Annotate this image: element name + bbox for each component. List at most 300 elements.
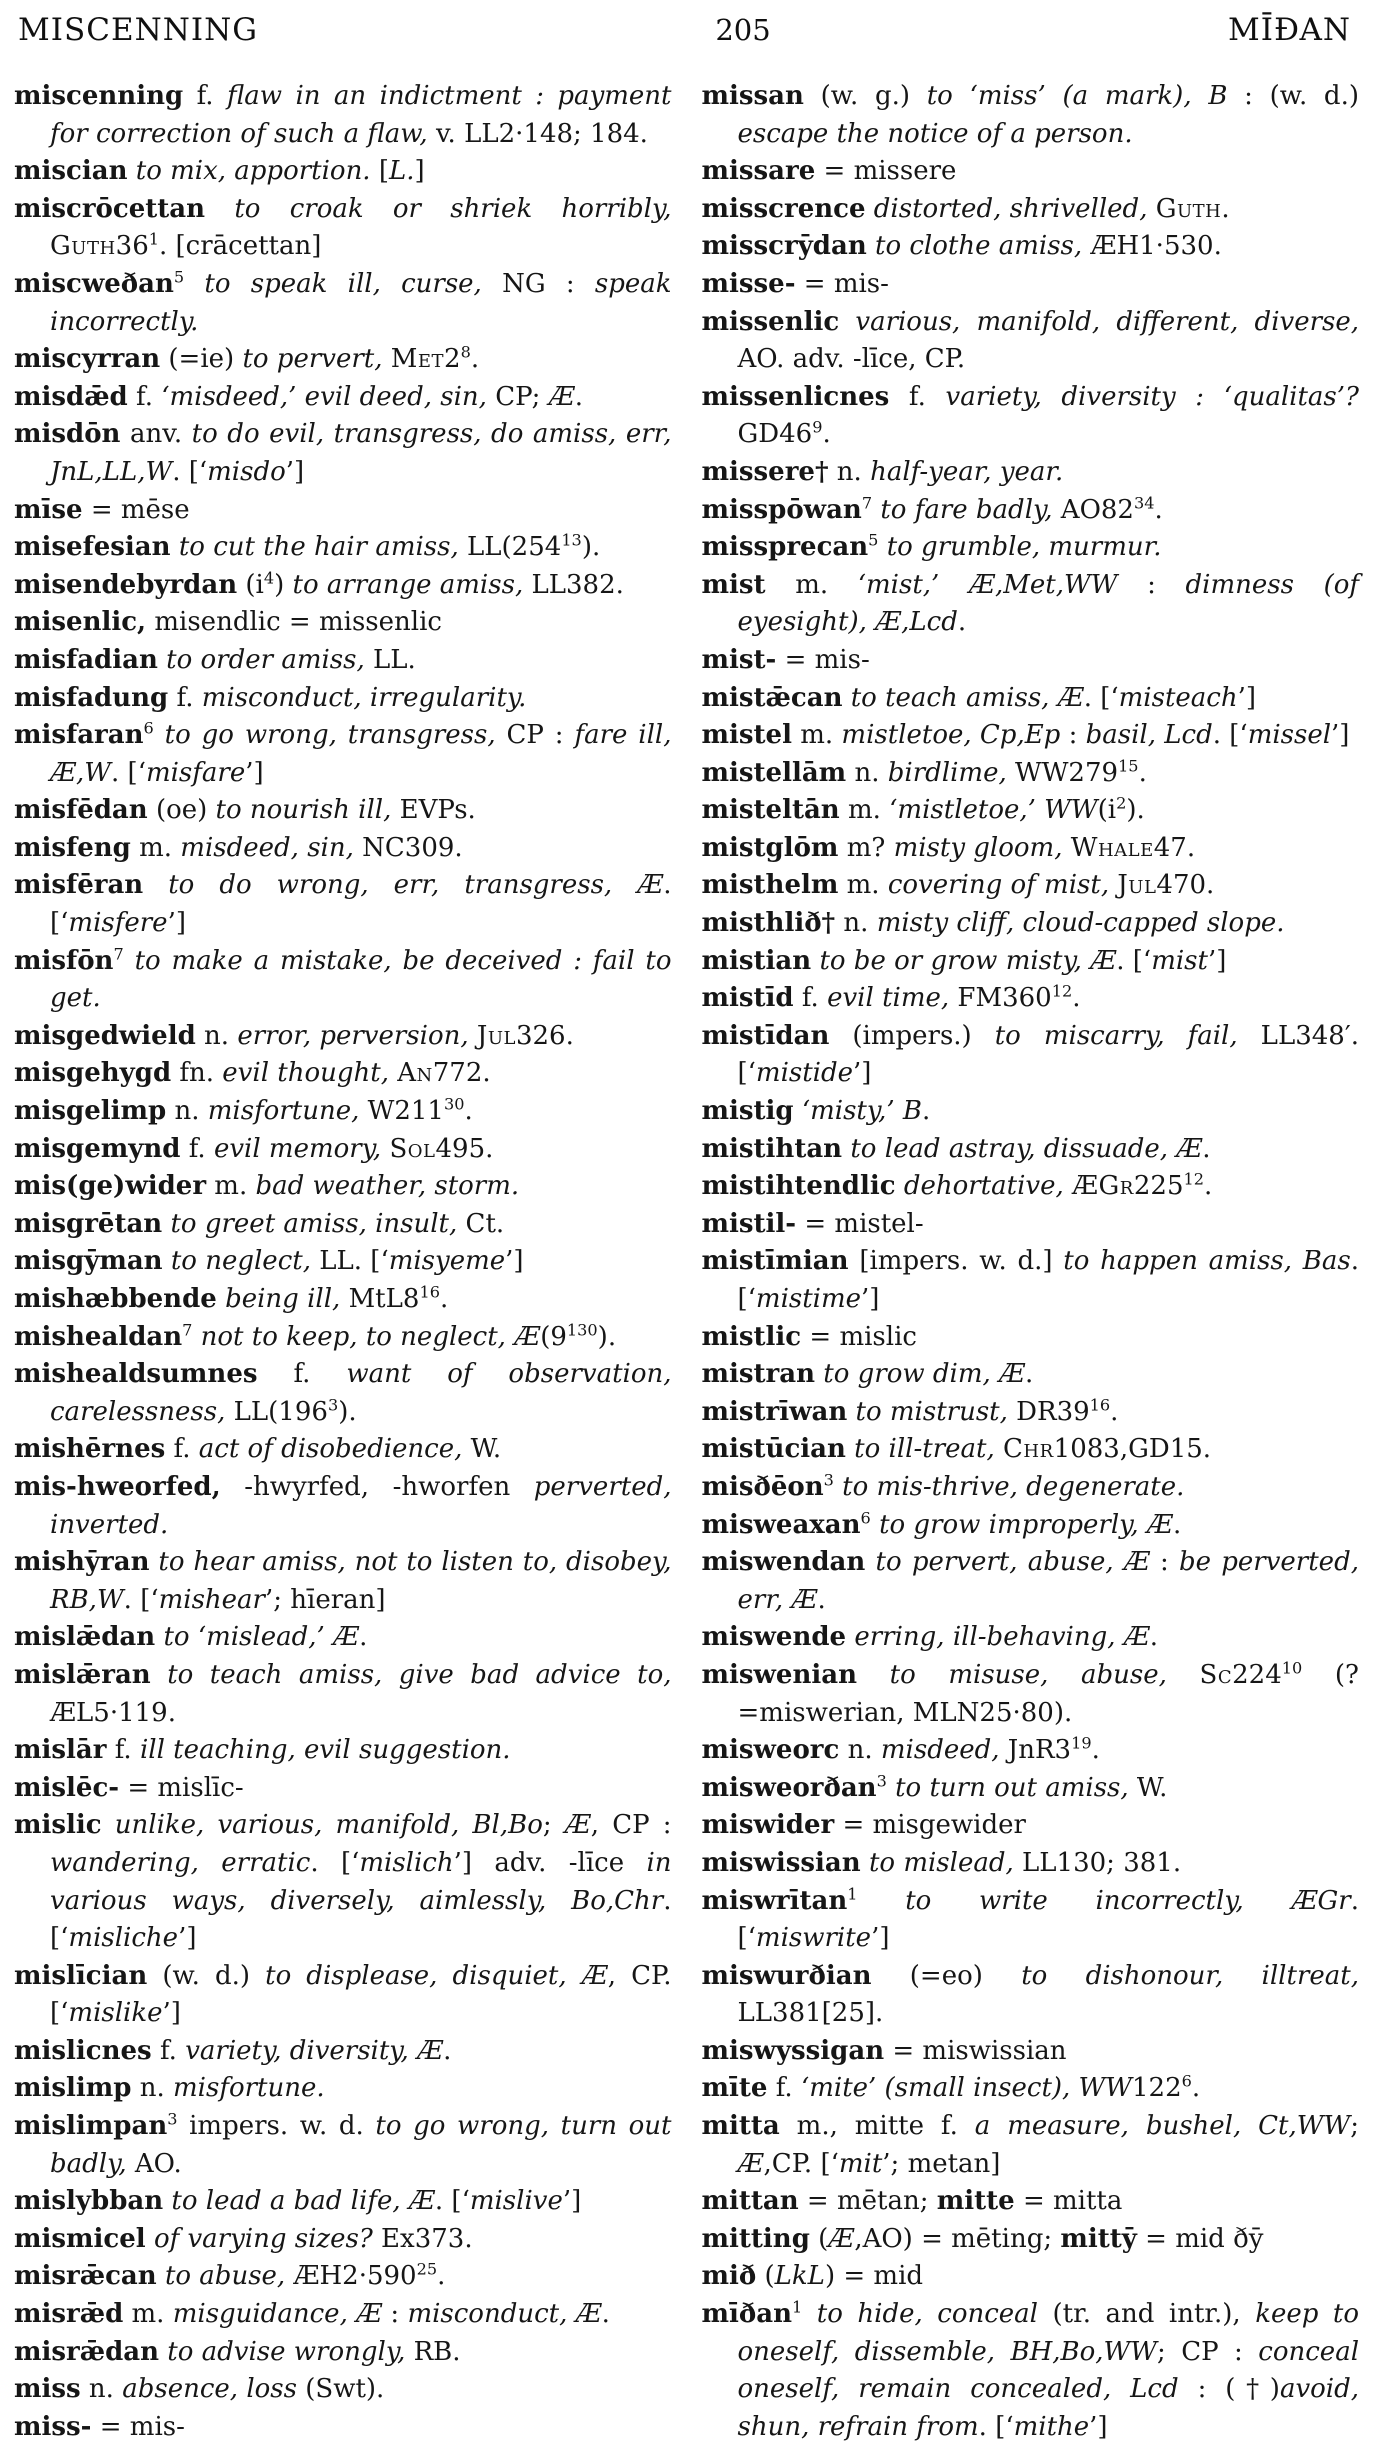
dictionary-entry [14,2409,672,2446]
reference-text: = mis- [776,644,870,675]
definition-text: misfere [68,908,168,939]
headword: missare [701,156,816,187]
reference-text: 1083,GD15. [1053,1434,1212,1465]
reference-text: ’] [861,1284,880,1314]
headword: mishealdsumnes [14,1359,258,1390]
definition-text: misty cliff, cloud-capped slope. [876,908,1285,939]
reference-text: (i [237,569,264,600]
dictionary-entry [702,1394,1360,1432]
superscript-reference: 3 [823,1470,834,1490]
dictionary-entry [702,2221,1360,2259]
dictionary-entry [14,1431,672,1469]
source-reference: Whale [1070,832,1154,863]
reference-text: = missere [815,156,957,187]
headword: mis(ge)wider [14,1171,207,1202]
reference-text: 122 [1132,2073,1182,2104]
dictionary-entry [14,416,672,491]
dictionary-entry [702,266,1360,304]
headword: mistīd [701,983,794,1014]
reference-text [794,1096,802,1126]
reference-text: Ex373. [381,2223,473,2254]
reference-text [865,1547,875,1577]
source-reference: Jul [476,1020,516,1051]
reference-text: ’] adv. -līce [453,1847,647,1878]
reference-text: WW279 [1014,757,1119,788]
definition-text: to turn out amiss, [895,1772,1137,1803]
definition-text: to hide, conceal [816,2299,1053,2330]
headword: misðēon [701,1471,824,1502]
reference-text: JnR3 [1007,1735,1072,1766]
reference-text: ). [581,532,601,563]
definition-text: to grow improperly, Æ [879,1509,1173,1540]
superscript-reference: 15 [1118,756,1139,776]
source-reference: Chr [1003,1434,1054,1465]
definition-text: not to keep, to neglect, Æ [200,1321,541,1352]
headword: miss [14,2374,81,2405]
definition-text: to happen amiss, Bas [1063,1246,1351,1277]
reference-text: . [574,381,583,412]
dictionary-entry [14,1206,672,1244]
headword: misrǣcan [14,2261,157,2292]
reference-text: DR39 [1016,1396,1090,1427]
definition-text: to advise wrongly, [167,2336,414,2367]
definition-text: mislich [359,1847,454,1878]
headword: mislǣdan [14,1622,156,1653]
reference-text [857,1660,890,1690]
headword: mishealdan [14,1321,183,1352]
dictionary-entry [14,266,672,341]
superscript-reference: 6 [143,718,154,738]
headword: misscrence [701,193,866,224]
dictionary-entry [702,980,1360,1018]
headword: misteltān [701,795,840,826]
dictionary-entry [14,341,672,379]
definition-text: birdlime, [887,757,1015,788]
headword: misefesian [14,532,171,563]
reference-text: [ [370,156,389,187]
dictionary-entry [14,642,672,680]
reference-text: LL(196 [233,1396,328,1427]
reference-text [846,1434,854,1464]
reference-text: ’] [562,2186,582,2217]
reference-text: : (†) [1178,2374,1280,2405]
dictionary-entry [702,191,1360,229]
headword: miswrītan [701,1885,848,1916]
reference-text: , CP : [590,1810,672,1841]
dictionary-entry [702,1356,1360,1394]
definition-text: to nourish ill, [215,795,400,826]
reference-text: 47. [1153,832,1196,863]
reference-text: AO82 [1060,494,1134,525]
definition-text: to mis-thrive, degenerate. [842,1471,1185,1502]
reference-text: ÆH2·590 [293,2261,417,2292]
reference-text: . [‘ [1212,720,1248,751]
source-reference: Met [390,344,445,375]
reference-text: ; [542,1810,565,1841]
reference-text [867,231,875,261]
reference-text: 772. [432,1058,491,1089]
dictionary-entry [702,717,1360,755]
definition-text: mishear [158,1584,265,1615]
reference-text: NG : [502,268,595,299]
reference-text: . [‘ [50,870,672,939]
headword: miscenning [14,81,184,111]
definition-text: to teach amiss, give bad advice to, [167,1659,672,1690]
definition-text: to go wrong, transgress, [164,720,507,751]
reference-text: . [464,1096,473,1127]
definition-text: misty gloom, [893,832,1071,863]
headword: mistrīwan [701,1396,848,1427]
reference-text: f. [183,81,227,111]
definition-text: to pervert, abuse, Æ [875,1547,1150,1578]
definition-text: evil memory, [213,1133,390,1164]
reference-text: m. [130,832,181,863]
headword: miswurðian [701,1960,872,1991]
headword: missan [701,81,804,111]
reference-text: f. [106,1735,140,1766]
reference-text: . [‘ [978,2411,1014,2442]
headword: misfeng [14,832,131,863]
superscript-reference: 30 [443,1094,465,1114]
reference-text: ’] [1089,2411,1108,2442]
headword: misgȳman [14,1246,163,1277]
reference-text: f. [793,983,828,1014]
reference-text: . [601,2299,610,2330]
reference-text [157,2261,165,2291]
dictionary-entry [14,2183,672,2221]
reference-text: 36 [115,231,149,262]
headword: mishæbbende [14,1284,217,1314]
superscript-reference: 25 [416,2259,438,2279]
definition-text: mistime [755,1284,862,1314]
dictionary-entry [14,943,672,1018]
header-right-catchword: MĪÐAN [1228,12,1351,48]
definition-text: basil, Lcd [1085,720,1213,751]
definition-text: act of disobedience, [198,1434,471,1465]
reference-text: . [957,607,967,638]
definition-text: to ‘miss’ (a mark), B [926,81,1228,111]
headword: misdōn [14,419,121,450]
dictionary-entry [14,717,672,792]
definition-text: evil thought, [222,1058,398,1089]
reference-text: NC309. [362,832,463,863]
superscript-reference: 7 [113,944,124,963]
reference-text: f. [767,2073,801,2104]
dictionary-entry [702,1657,1360,1732]
headword: mistlic [701,1321,802,1352]
dictionary-entry [702,2258,1360,2296]
reference-text: LL381[25]. [737,1998,884,2029]
reference-text: = mid ðȳ [1136,2223,1264,2254]
reference-text: . [437,2261,446,2292]
text-columns [14,78,1359,2446]
headword: mistig [701,1096,794,1127]
reference-text: . [‘ [434,2186,470,2217]
dictionary-entry [14,1281,672,1319]
headword: mitte [936,2186,1015,2217]
header-left-catchword: MISCENNING [18,12,258,48]
dictionary-entry [14,1018,672,1056]
reference-text: (impers.) [829,1020,995,1051]
reference-text: . [817,1584,826,1615]
definition-text: to ill-treat, [854,1434,1004,1465]
dictionary-entry [14,680,672,718]
reference-text [858,1886,906,1916]
reference-text [151,1660,167,1690]
reference-text: . [922,1096,931,1127]
reference-text: . [443,2035,452,2066]
reference-text: 495. [435,1133,494,1164]
dictionary-entry [14,567,672,605]
right-column [702,78,1360,2446]
reference-text: m. [791,720,842,751]
reference-text: = mētan; [798,2186,937,2217]
reference-text: 326. [515,1020,574,1051]
definition-text: misfortune. [173,2073,325,2104]
reference-text: . [‘ [1116,945,1152,976]
superscript-reference: 2 [1116,793,1127,813]
headword: missere† [701,456,829,487]
reference-text: . [1202,1133,1211,1164]
dictionary-entry [702,379,1360,454]
definition-text: to speak ill, curse, [204,268,503,299]
definition-text: to abuse, [164,2261,294,2292]
dictionary-entry [702,567,1360,642]
headword: mittȳ [1060,2223,1137,2254]
headword: mið [701,2261,757,2292]
definition-text: misguidance, Æ [172,2299,383,2330]
superscript-reference: 3 [167,2109,178,2129]
definition-text: to order amiss, [166,644,373,675]
reference-text: FM360 [957,983,1052,1014]
dictionary-entry [14,1093,672,1131]
dictionary-entry [702,1243,1360,1318]
headword: mīte [701,2073,768,2104]
reference-text: W211 [367,1096,444,1127]
definition-text: to mistrust, [855,1396,1017,1427]
reference-text: ). [597,1321,617,1352]
dictionary-entry [14,379,672,417]
headword: miswenian [701,1659,857,1690]
reference-text: (tr. and intr.), [1052,2299,1256,2330]
definition-text: half-year, year. [870,456,1064,487]
reference-text: n. [80,2374,123,2405]
headword: mist- [701,644,777,675]
definition-text: to make a mistake, be deceived : fail to get. [50,945,672,1014]
reference-text: m. [123,2299,173,2330]
reference-text: 225 [1133,1171,1184,1202]
definition-text: erring, ill-behaving, Æ [854,1622,1150,1653]
dictionary-entry [14,830,672,868]
reference-text: . [‘ [50,1885,672,1954]
headword: missenlic [701,306,840,337]
reference-text: impers. w. d. [177,2111,376,2142]
reference-text: W. [470,1434,502,1465]
superscript-reference: 1 [148,229,159,249]
reference-text: ). [338,1396,357,1427]
superscript-reference: 4 [263,568,275,588]
reference-text: [impers. w. d.] [848,1246,1064,1277]
superscript-reference: 5 [868,530,879,550]
definition-text: to be or grow misty, Æ [819,945,1117,976]
superscript-reference: 3 [876,1771,887,1791]
dictionary-entry [14,1319,672,1357]
definition-text: to misuse, abuse, [889,1659,1200,1690]
dictionary-entry [702,2183,1360,2221]
dictionary-entry [702,529,1360,567]
definition-text: to mislead, [868,1847,1023,1878]
definition-text: to arrange amiss, [292,569,532,600]
superscript-reference: 13 [561,530,582,550]
reference-text: anv. [120,419,192,450]
reference-text: f. [168,682,202,713]
dictionary-entry [14,529,672,567]
headword: misendebyrdan [14,569,238,600]
dictionary-entry [14,1356,672,1431]
reference-text: (w. d.) [147,1960,266,1991]
definition-text: to clothe amiss, [875,231,1091,262]
definition-text: Æ [828,2223,855,2254]
headword: miswendan [701,1547,866,1578]
superscript-reference: 6 [1181,2071,1192,2091]
definition-text: to do evil, transgress, do amiss, err, JnL,LL,W [50,419,672,487]
dictionary-entry [14,1657,672,1732]
definition-text: to write incorrectly, ÆGr [905,1885,1351,1916]
reference-text [102,1810,115,1840]
definition-text: Æ [548,381,575,412]
reference-text [205,194,234,224]
dictionary-entry [14,1807,672,1957]
definition-text: ‘mistletoe,’ WW [889,795,1098,826]
reference-text: f. [889,381,946,412]
definition-text: missel [1247,720,1332,751]
reference-text: -hwyrfed, -hworfen [220,1471,534,1502]
reference-text: LL. [‘ [319,1246,389,1277]
reference-text: : [1117,569,1186,600]
headword: miscian [14,156,128,187]
reference-text: ; CP : [1157,2336,1259,2367]
headword: misgehygd [14,1058,172,1089]
dictionary-entry [702,943,1360,981]
reference-text: n. [846,757,888,788]
definition-text: to dishonour, illtreat, [1021,1960,1359,1991]
definition-text: to grumble, murmur. [886,532,1162,563]
superscript-reference: 7 [182,1319,193,1339]
reference-text: . [‘ [111,757,146,788]
reference-text: . [1110,1396,1119,1427]
headword: misdǣd [14,381,128,412]
headword: misfadung [14,682,169,713]
definition-text: to pervert, [242,344,391,375]
reference-text [124,946,135,976]
definition-text: to grow dim, Æ [823,1359,1026,1390]
dictionary-entry [702,304,1360,379]
dictionary-entry [14,1131,672,1169]
definition-text: escape the notice of a person. [737,118,1133,149]
reference-text: f. [151,2035,186,2066]
definition-text: misdeed, [880,1735,1008,1766]
reference-text: : [382,2299,408,2330]
definition-text: misyeme [388,1246,506,1277]
reference-text: AO. adv. -līce, CP. [737,344,966,375]
source-reference: Sc [1199,1659,1233,1690]
headword: misfadian [14,644,158,675]
reference-text: m. [839,795,890,826]
headword: mislybban [14,2186,164,2217]
page-number: 205 [715,13,771,47]
headword: misfēran [14,870,144,901]
reference-text: : (w. d.) [1227,81,1359,111]
dictionary-entry [702,454,1360,492]
headword: mitta [701,2111,780,2142]
headword: misscrȳdan [701,231,867,262]
definition-text: to displease, disquiet, Æ [265,1960,608,1991]
reference-text: . [1149,1622,1159,1653]
headword: mistel [701,720,792,751]
dictionary-entry [702,1958,1360,2033]
headword: mislimpan [14,2111,168,2142]
definition-text: ‘mite’ (small insect), WW [800,2073,1133,2104]
headword: miscyrran [14,344,161,375]
reference-text: . [‘ [1083,682,1119,713]
reference-text: . [822,419,831,450]
superscript-reference: 7 [861,492,873,512]
dictionary-entry [14,2033,672,2071]
reference-text: W. [1136,1772,1168,1803]
reference-text: GD46 [737,419,813,450]
headword: mistihtendlic [701,1171,896,1202]
reference-text: ’] [285,456,305,487]
dictionary-entry [702,153,1360,191]
reference-text: ; [1350,2111,1359,2142]
reference-text [217,1284,225,1314]
reference-text: n. [166,1096,208,1127]
dictionary-entry [14,153,672,191]
dictionary-entry [702,792,1360,830]
dictionary-entry [14,2108,672,2183]
reference-text [842,683,850,713]
headword: misspōwan [701,494,862,525]
superscript-reference: 16 [1089,1395,1111,1415]
headword: mis-hweorfed, [14,1471,221,1502]
reference-text: LL382. [531,569,624,600]
definition-text: variety, diversity, Æ [185,2035,444,2066]
reference-text: LL130; 381. [1022,1847,1182,1878]
superscript-reference: 1 [847,1883,858,1903]
headword: mistīmian [701,1246,849,1277]
dictionary-entry [702,1732,1360,1770]
definition-text: variety, diversity : ‘qualitas’? [945,381,1359,412]
definition-text: to hear amiss, not to listen to, disobey, RB,W [50,1547,672,1615]
reference-text: . [439,1284,449,1314]
dictionary-entry [14,2221,672,2259]
reference-text: ’] [871,1923,890,1954]
reference-text: : [1149,1547,1180,1578]
reference-text: ’] [162,1998,181,2029]
dictionary-entry [14,1958,672,2033]
reference-text: . [1025,1359,1034,1390]
dictionary-entry [702,1319,1360,1357]
definition-text: L. [389,156,415,187]
headword: mistūcian [701,1434,846,1465]
reference-text: . [‘ [310,1847,360,1878]
headword: misrǣdan [14,2336,160,2367]
dictionary-entry [702,642,1360,680]
reference-text [861,1848,869,1878]
definition-text: to greet amiss, insult, [170,1208,466,1239]
reference-text: ’] [1237,682,1257,713]
reference-text: n. [195,1020,238,1051]
